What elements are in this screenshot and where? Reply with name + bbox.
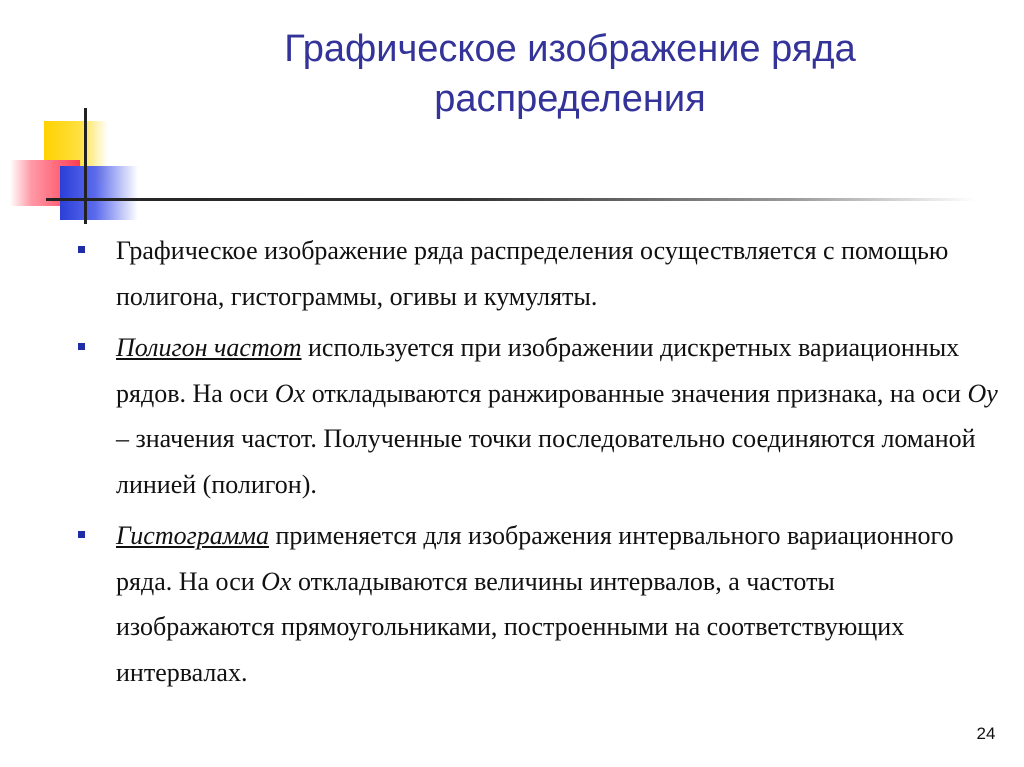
axis-ox: Ох [261, 566, 292, 596]
axis-oy: Оу [967, 378, 998, 408]
slide-title: Графическое изображение ряда распределения [284, 28, 856, 120]
page-number: 24 [976, 724, 996, 743]
bullet-square-icon [78, 246, 85, 253]
decor-vertical-line [84, 108, 87, 224]
term-polygon: Полигон частот [116, 333, 302, 362]
bullet-text: откладываются ранжированные значения признака, на оси [305, 378, 968, 408]
bullet-item [78, 228, 998, 319]
bullet-item [78, 325, 998, 507]
bullet-list [78, 228, 998, 695]
bullet-text: используется при изображении дискретных вариационных рядов. На оси [116, 333, 960, 408]
bullet-square-icon [78, 531, 85, 538]
bullet-text: откладываются величины интервалов, а частоты изображаются прямоугольниками, построенными на соответствующих интервалах. [116, 566, 905, 687]
bullet-square-icon [78, 343, 85, 350]
axis-ox: Ох [274, 378, 306, 408]
bullet-text: применяется для изображения интервального вариационного ряда. На оси [116, 521, 954, 596]
bullet-item [78, 513, 998, 695]
decor-blue-square [60, 166, 138, 220]
title-divider-line [46, 198, 976, 201]
bullet-text: Графическое изображение ряда распределения осуществляется с помощью полигона, гистограммы, огивы и кумуляты. [116, 236, 949, 311]
bullet-text: – значения частот. Полученные точки последовательно соединяются ломаной линией (полигон). [116, 424, 976, 499]
term-histogram: Гистограмма [116, 521, 269, 550]
